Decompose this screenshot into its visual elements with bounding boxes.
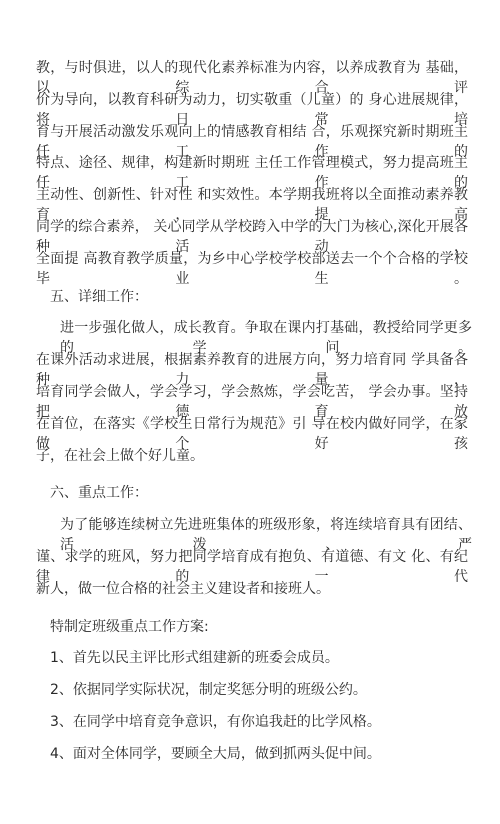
- body-text: 培育同学会做人，学会学习，学会熬炼，学会吃苦， 学会办事。坚持把德育放: [36, 384, 468, 420]
- body-line-1: [0, 58, 500, 96]
- body-line-8: [0, 318, 500, 357]
- body-line-14: [0, 547, 500, 585]
- body-text: 子，在社会上做个好儿童。: [36, 447, 204, 464]
- list-item: 2、依据同学实际状况，制定奖惩分明的班级公约。: [50, 682, 367, 699]
- list-item: 1、首先以民主评比形式组建新的班委会成员。: [50, 650, 339, 667]
- body-text: 进一步强化做人，成长教育。争取在课内打基础，教授给同学更多 的学问。: [60, 320, 486, 357]
- section-heading-5: [0, 287, 500, 311]
- body-line-3: [0, 122, 500, 160]
- plan-item-4: [0, 744, 500, 768]
- section-heading-6: [0, 483, 500, 507]
- body-text: 教，与时俱进，以人的现代化素养标准为内容，以养成教育为 基础，以综合评: [36, 60, 468, 96]
- body-text: 价为导向，以教育科研为动力，切实敬重（儿童）的 身心进展规律，将日常培: [36, 91, 468, 128]
- section-heading-text: 五、详细工作：: [50, 288, 148, 305]
- body-line-2: [0, 90, 500, 128]
- body-line-10: [0, 382, 500, 420]
- body-text: 特点、途径、规律，构建新时期班 主任工作管理模式，努力提高班主任工作的: [36, 155, 468, 192]
- body-text: 全面提 高教育教学质量，为乡中心学校学校部送去一个个合格的学校毕业生。: [36, 250, 468, 287]
- body-line-4: [0, 153, 500, 192]
- body-line-7: [0, 249, 500, 287]
- body-line-13: [0, 515, 500, 554]
- plan-item-2: [0, 680, 500, 704]
- list-item: 4、面对全体同学，要顾全大局，做到抓两头促中间。: [50, 745, 381, 762]
- body-text: 同学的综合素养， 关心同学从学校跨入中学的大门为核心,深化开展各种活动，: [36, 219, 468, 255]
- list-item: 3、在同学中培育竞争意识，有你追我赶的比学风格。: [50, 714, 381, 730]
- body-line-11: [0, 414, 500, 452]
- body-text: 新人，做一位合格的社会主义建设者和接班人。: [36, 580, 330, 597]
- body-line-15: [0, 579, 500, 603]
- body-line-12: [0, 446, 500, 470]
- plan-item-1: [0, 648, 500, 672]
- body-text: 为了能够连续树立先进班集体的班级形象，将连续培育具有团结、 活泼、严: [60, 517, 472, 554]
- plan-heading-text: 特制定班级重点工作方案:: [50, 618, 209, 635]
- body-text: 育与开展活动激发乐观向上的情感教育相结 合，乐观探究新时期班主任工作的: [36, 123, 468, 160]
- section-heading-text: 六、重点工作：: [50, 485, 148, 502]
- plan-item-3: [0, 712, 500, 736]
- body-text: 在课外活动求进展，根据素养教育的进展方向，努力培育同 学具备各种力量，: [36, 352, 468, 389]
- body-text: 谨、求学的班风，努力把同学培育成有抱负、有道德、有文 化、有纪律的一代: [36, 549, 468, 585]
- plan-heading: [0, 617, 500, 641]
- body-line-5: [0, 185, 500, 224]
- body-text: 在首位，在落实《学校生日常行为规范》引 导在校内做好同学，在家做个好孩: [36, 415, 468, 452]
- body-line-6: [0, 217, 500, 255]
- body-text: 主动性、创新性、针对性 和实效性。本学期我班将以全面推动素养教育，提高: [36, 187, 468, 224]
- body-line-9: [0, 350, 500, 389]
